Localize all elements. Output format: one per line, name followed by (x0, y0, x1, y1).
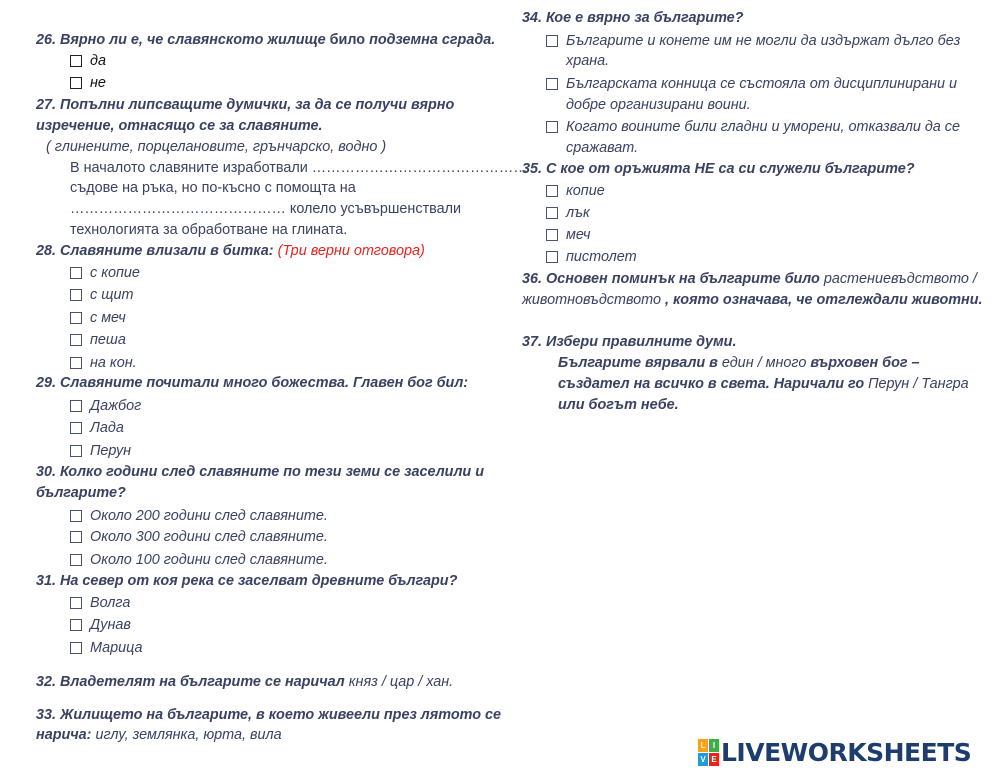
q28-option-5[interactable]: на кон. (70, 353, 137, 373)
q31-option-2[interactable]: Дунав (70, 615, 131, 635)
q30-option-2[interactable]: Около 300 години след славяните. (70, 527, 328, 547)
logo-badge-i: I (709, 739, 719, 752)
q31-option-3[interactable]: Марица (70, 638, 143, 658)
logo-badge-e: E (709, 753, 719, 766)
question-27-title-line2: изречение, отнасящо се за славяните. (36, 118, 323, 134)
checkbox[interactable] (70, 422, 82, 434)
question-36-line1: 36. Основен поминък на българите било растениевъдството / (522, 271, 977, 287)
checkbox[interactable] (70, 510, 82, 522)
q34-option-3-cont: сражават. (566, 140, 639, 156)
liveworksheets-logo (698, 737, 971, 767)
q31-option-1[interactable]: Волга (70, 593, 130, 613)
q27-text-line1[interactable]: В началото славяните изработвали ……………………………………… (70, 160, 528, 176)
question-31-title: 31. На север от коя река се заселват древните българи? (36, 573, 458, 589)
q27-text-line3[interactable]: ……………………………………… колело усъвършенствали (70, 201, 462, 217)
q36-choice-2[interactable]: животновъдството (522, 292, 661, 308)
question-33-line2: нарича: иглу, землянка, юрта, вила (36, 727, 282, 743)
checkbox[interactable] (70, 357, 82, 369)
checkbox[interactable] (546, 78, 558, 90)
q34-option-2[interactable]: Българската конница се състояла от дисциплинирани и (546, 74, 957, 94)
q29-option-3[interactable]: Перун (70, 441, 131, 461)
logo-badge-l: L (698, 739, 708, 752)
q28-option-2[interactable]: с щит (70, 285, 133, 305)
q35-option-3[interactable]: меч (546, 225, 591, 245)
checkbox[interactable] (546, 251, 558, 263)
q32-choices[interactable]: княз / цар / хан. (348, 674, 454, 690)
question-33-title-line1: 33. Жилището на българите, в което живеели през лятото се (36, 707, 502, 723)
q27-word-bank: ( глинените, порцелановите, грънчарско, водно ) (46, 139, 387, 155)
checkbox[interactable] (546, 185, 558, 197)
question-26-title: 26. Вярно ли е, че славянското жилище било подземна сграда. (36, 32, 496, 48)
checkbox[interactable] (70, 400, 82, 412)
checkbox[interactable] (70, 312, 82, 324)
checkbox[interactable] (70, 334, 82, 346)
checkbox[interactable] (546, 121, 558, 133)
checkbox[interactable] (70, 289, 82, 301)
q28-option-4[interactable]: пеша (70, 330, 126, 350)
question-32: 32. Владетелят на българите се наричал княз / цар / хан. (36, 674, 454, 690)
q30-option-1[interactable]: Около 200 години след славяните. (70, 506, 328, 526)
checkbox[interactable] (546, 229, 558, 241)
q37-line2: създател на всичко в света. Наричали го Перун / Тангра (558, 376, 969, 392)
q29-option-1[interactable]: Дажбог (70, 396, 141, 416)
q34-option-1-cont: храна. (566, 53, 610, 69)
q35-option-2[interactable]: лък (546, 203, 590, 223)
checkbox[interactable] (70, 531, 82, 543)
q27-text-line4: технологията за обработване на глината. (70, 222, 348, 238)
q26-option-1[interactable]: да (70, 51, 106, 71)
checkbox[interactable] (70, 597, 82, 609)
checkbox[interactable] (546, 35, 558, 47)
checkbox[interactable] (70, 55, 82, 67)
q34-option-2-cont: добре организирани воини. (566, 97, 751, 113)
checkbox[interactable] (70, 554, 82, 566)
logo-badge-icon (698, 739, 718, 765)
q30-option-3[interactable]: Около 100 години след славяните. (70, 550, 328, 570)
question-35-title: 35. С кое от оръжията НЕ са си служели българите? (522, 161, 915, 177)
q27-text-line2: съдове на ръка, но по-късно с помощта на (70, 180, 356, 196)
q37-choice-2[interactable]: Перун / Тангра (868, 376, 969, 392)
question-34-title: 34. Кое е вярно за българите? (522, 10, 744, 26)
q34-option-1[interactable]: Българите и конете им не могли да издържат дълго без (546, 31, 960, 51)
question-37-title: 37. Избери правилните думи. (522, 334, 737, 350)
checkbox[interactable] (546, 207, 558, 219)
question-30-title-line2: българите? (36, 485, 126, 501)
logo-badge-v: V (698, 753, 708, 766)
checkbox[interactable] (70, 619, 82, 631)
q28-option-1[interactable]: с копие (70, 263, 140, 283)
q35-option-4[interactable]: пистолет (546, 247, 637, 267)
q26-option-2[interactable]: не (70, 73, 106, 93)
checkbox[interactable] (70, 445, 82, 457)
checkbox[interactable] (70, 642, 82, 654)
q36-choice-1[interactable]: растениевъдството / (819, 271, 977, 287)
checkbox[interactable] (70, 77, 82, 89)
question-29-title: 29. Славяните почитали много божества. Главен бог бил: (36, 375, 469, 391)
q28-option-3[interactable]: с меч (70, 308, 126, 328)
question-30-title-line1: 30. Колко години след славяните по тези земи се заселили и (36, 464, 484, 480)
q35-option-1[interactable]: копие (546, 181, 605, 201)
q37-line1: Българите вярвали в един / много върховен бог – (558, 355, 920, 371)
question-27-title-line1: 27. Попълни липсващите думички, за да се получи вярно (36, 97, 455, 113)
q34-option-3[interactable]: Когато воините били гладни и уморени, отказвали да се (546, 117, 960, 137)
checkbox[interactable] (70, 267, 82, 279)
q27-blank-2[interactable]: ……………………………………… (70, 201, 286, 217)
question-28-title: 28. Славяните влизали в битка: (Три верни отговора) (36, 243, 425, 259)
q37-line3: или богът небе. (558, 397, 679, 413)
logo-text: LIVEWORKSHEETS (721, 737, 972, 767)
question-36-line2: животновъдството , която означава, че отглеждали животни. (522, 292, 983, 308)
q33-choices[interactable]: иглу, землянка, юрта, вила (91, 727, 282, 743)
q29-option-2[interactable]: Лада (70, 418, 124, 438)
q37-choice-1[interactable]: един / много (717, 355, 811, 371)
